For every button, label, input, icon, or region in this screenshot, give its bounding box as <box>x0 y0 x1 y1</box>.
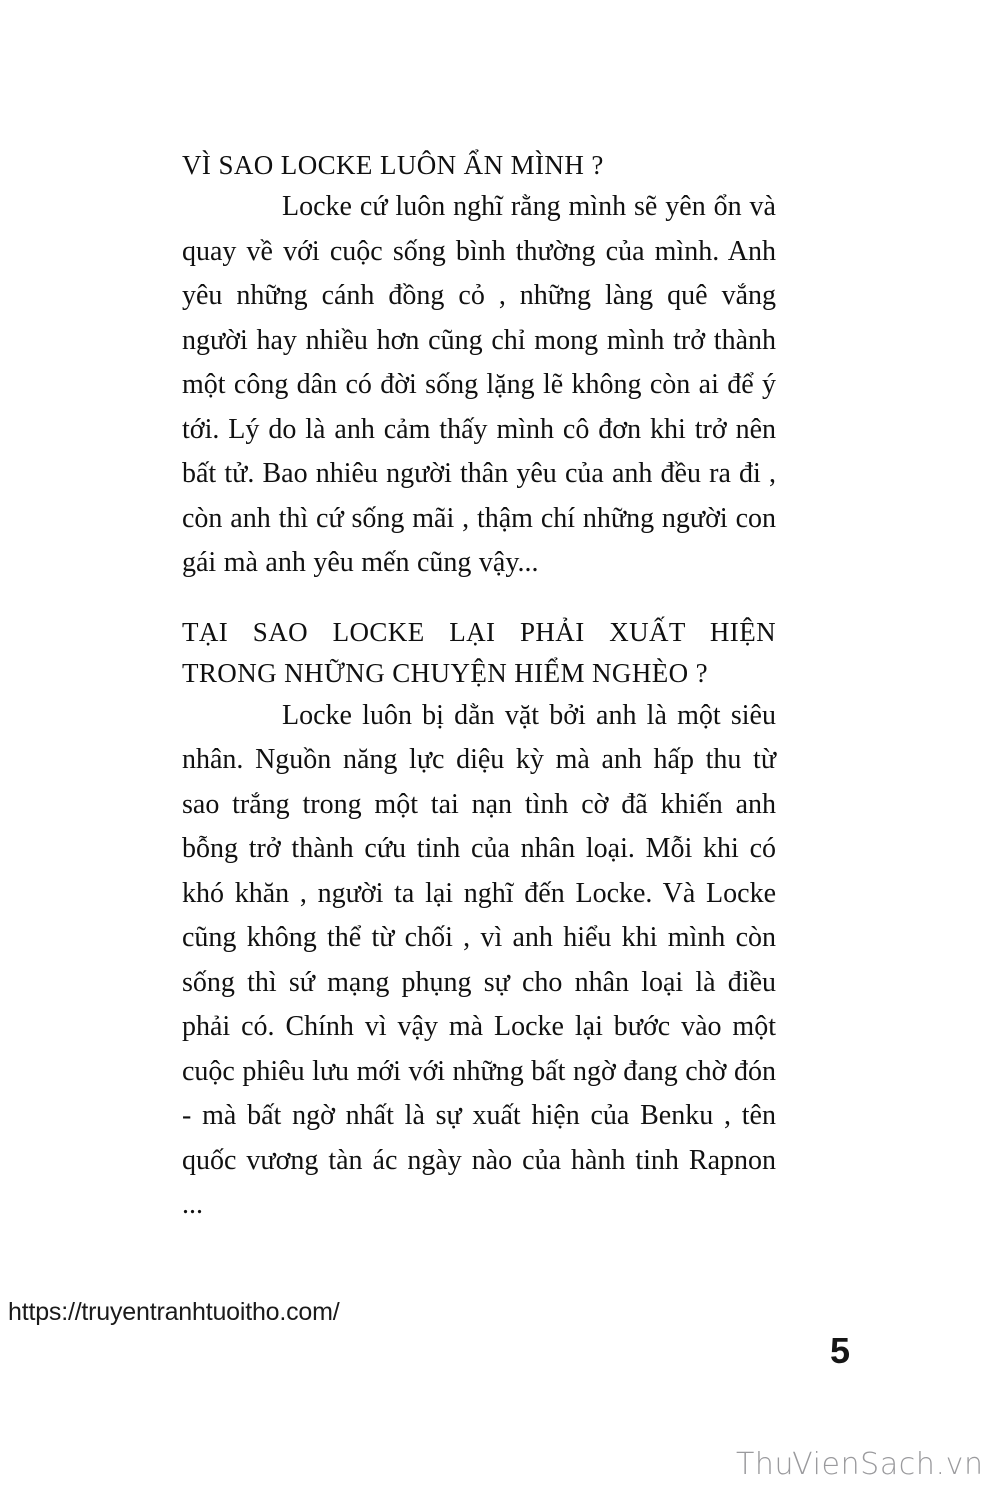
section-heading-2-line1: TẠI SAO LOCKE LẠI PHẢI XUẤT HIỆN <box>182 616 776 647</box>
section-heading-1: VÌ SAO LOCKE LUÔN ẨN MÌNH ? <box>182 150 604 180</box>
section-body-1: Locke cứ luôn nghĩ rằng mình sẽ yên ổn và quay về với cuộc sống bình thường của mình. Anh yêu những cánh đồng cỏ , những làng quê vắng người hay nhiều hơn cũng chỉ mong mình trở thành một công dân có đời sống lặng lẽ không còn ai để ý tới. Lý do là anh cảm thấy mình cô đơn khi trở nên bất tử. Bao nhiêu người thân yêu của anh đều ra đi , còn anh thì cứ sống mãi , thậm chí những người con gái mà anh yêu mến cũng vậy... <box>182 191 776 578</box>
source-site-url[interactable]: https://truyentranhtuoitho.com/ <box>8 1298 340 1326</box>
section-heading-2-line2-text: TRONG NHỮNG CHUYỆN HIỂM NGHÈO ? <box>182 657 709 688</box>
watermark-logo: ThuVienSach.vn <box>736 1447 984 1482</box>
paragraph-spacer <box>182 586 776 612</box>
section-heading-2-line2 <box>182 653 776 694</box>
page-text-column <box>182 145 776 1228</box>
page-number: 5 <box>830 1330 851 1371</box>
section-body-2: Locke luôn bị dằn vặt bởi anh là một siêu nhân. Nguồn năng lực diệu kỳ mà anh hấp thu từ sao trắng trong một tai nạn tình cờ đã khiến anh bỗng trở thành cứu tinh của nhân loại. Mỗi khi có khó khăn , người ta lại nghĩ đến Locke. Và Locke cũng không thể từ chối , vì anh hiểu khi mình còn sống thì sứ mạng phụng sự cho nhân loại là điều phải có. Chính vì vậy mà Locke lại bước vào một cuộc phiêu lưu mới với những bất ngờ đang chờ đón - mà bất ngờ nhất là sự xuất hiện của Benku , tên quốc vương tàn ác ngày nào của hành tinh Rapnon ... <box>182 699 776 1220</box>
